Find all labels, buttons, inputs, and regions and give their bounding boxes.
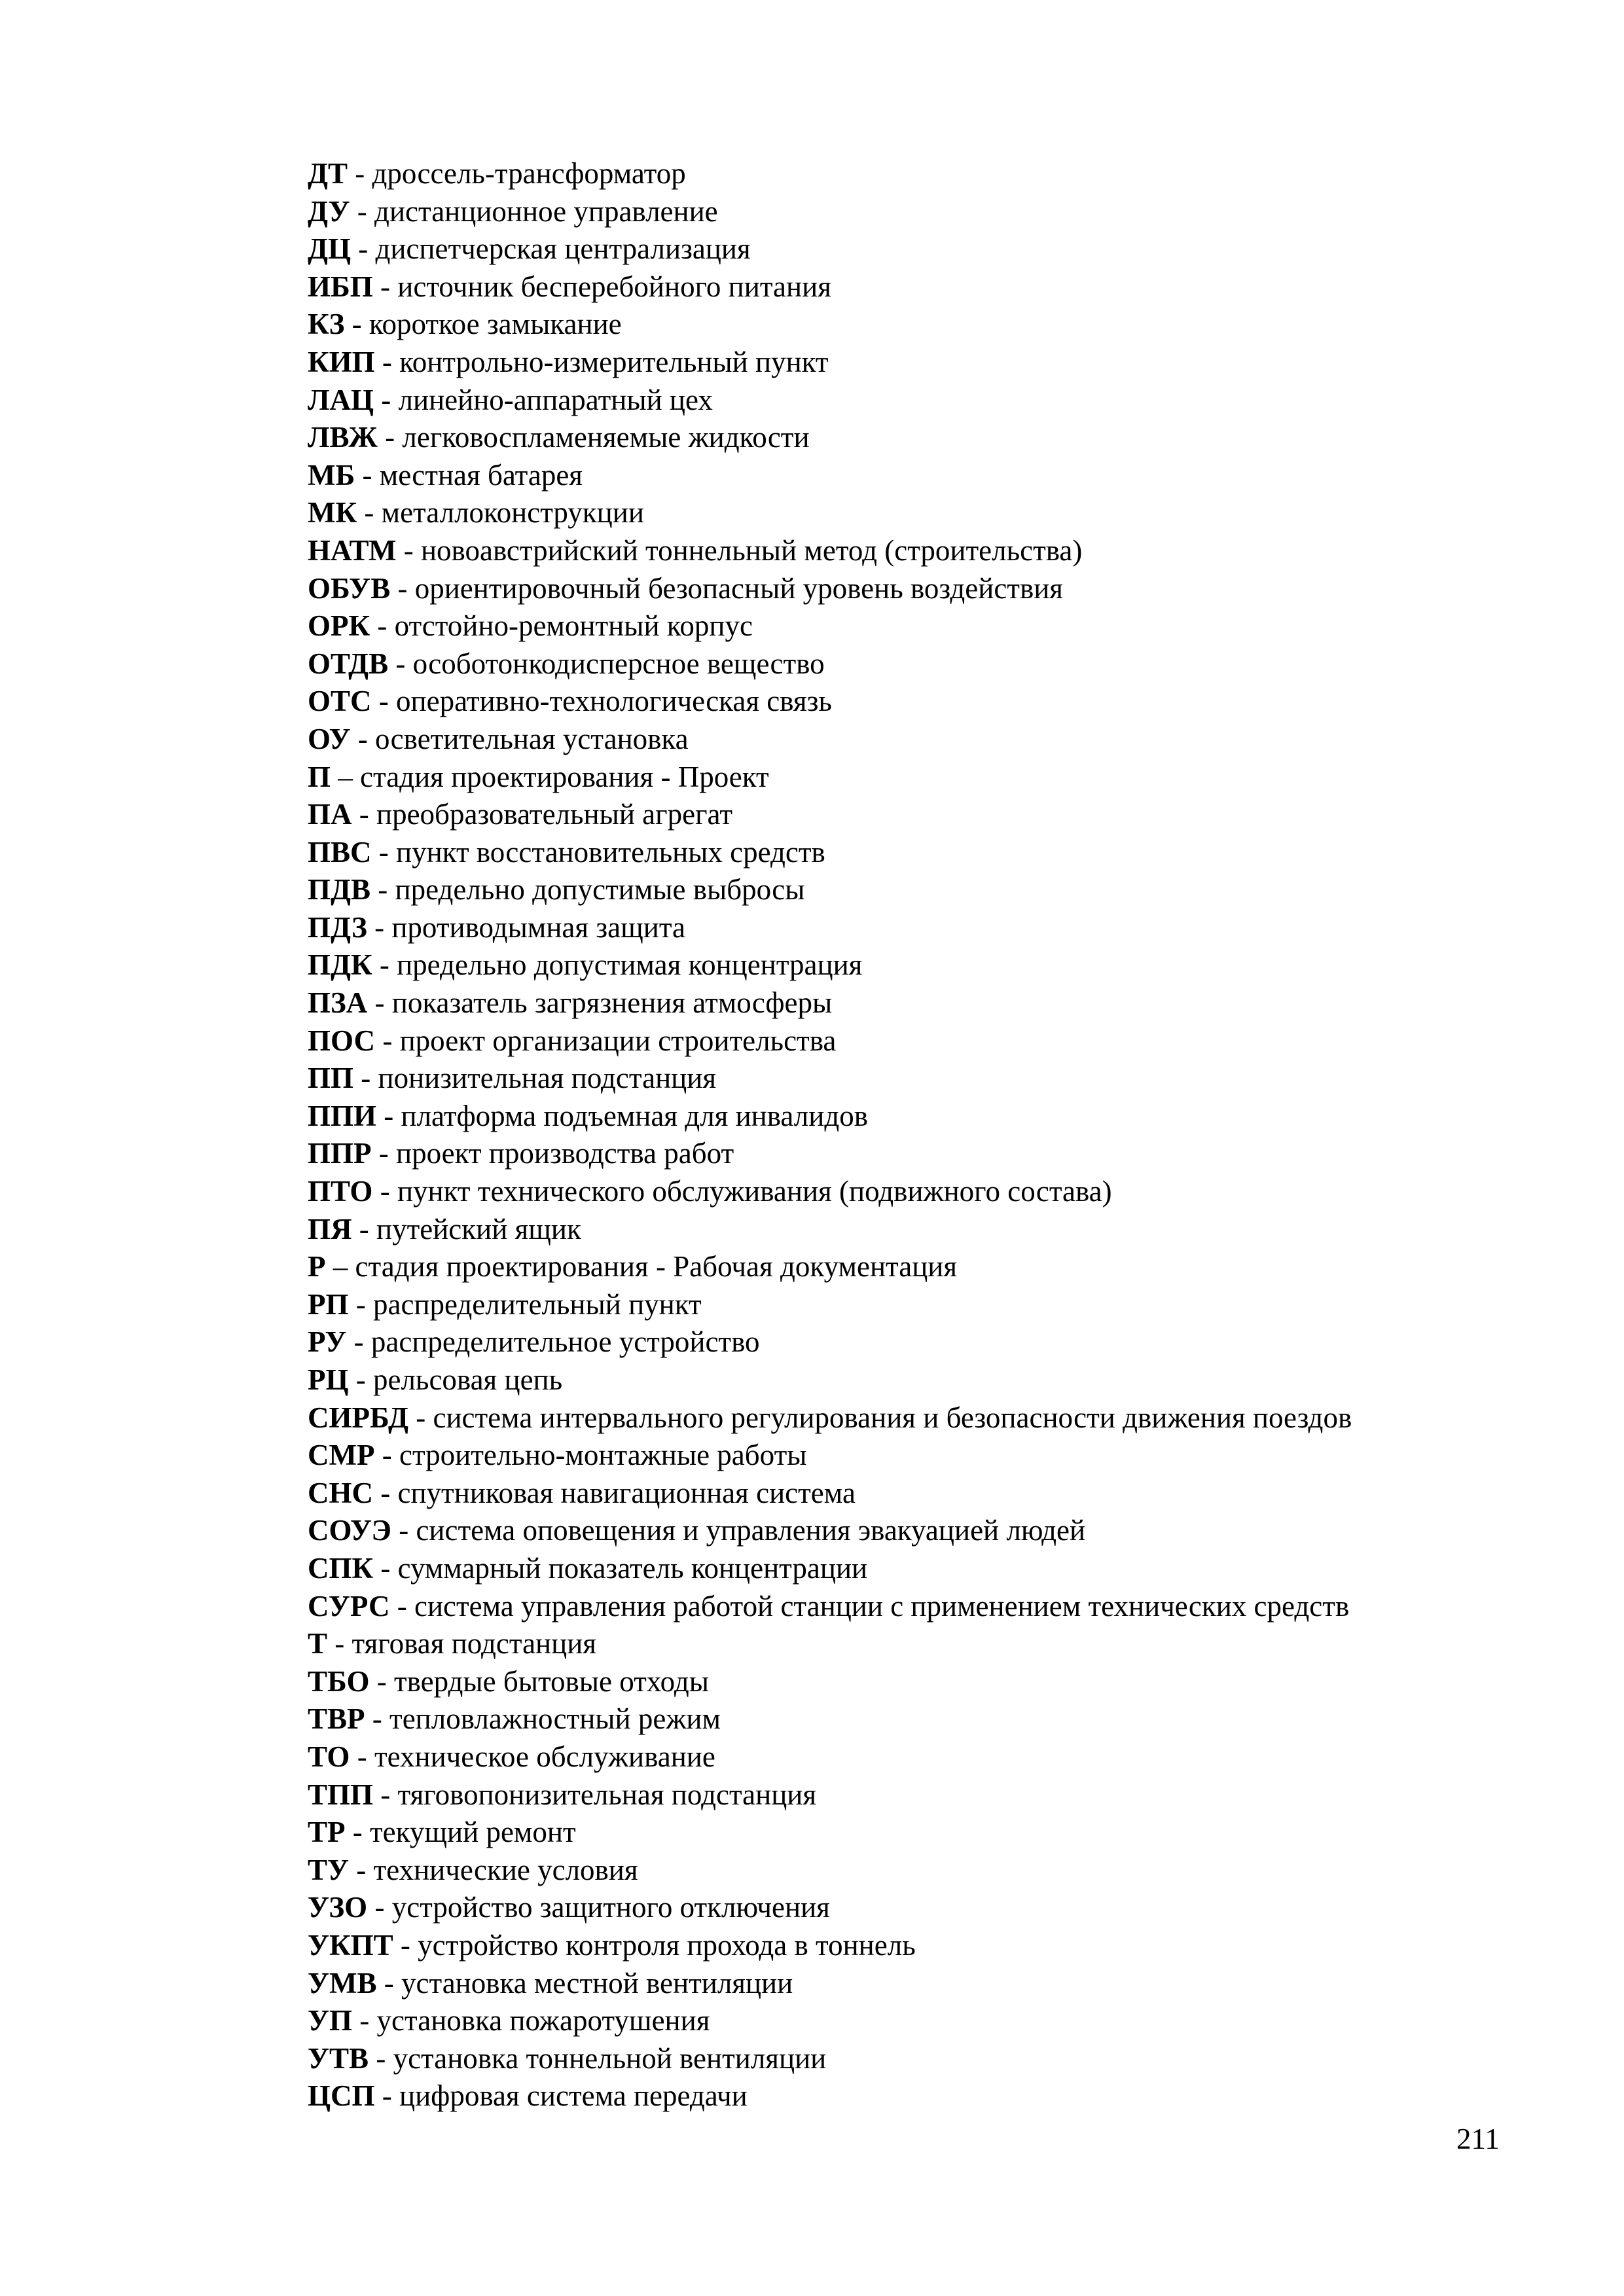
entry-separator: -	[365, 1702, 390, 1736]
entry-separator: -	[346, 1325, 371, 1359]
glossary-entry	[308, 1588, 1551, 1626]
glossary-entry	[308, 909, 1551, 947]
glossary-entry	[308, 834, 1551, 872]
entry-definition: предельно допустимая концентрация	[397, 948, 863, 982]
entry-definition: установка тоннельной вентиляции	[393, 2041, 827, 2075]
glossary-entry	[308, 1625, 1551, 1663]
glossary-entry	[308, 946, 1551, 984]
entry-definition: суммарный показатель концентрации	[397, 1551, 868, 1585]
glossary-entry	[308, 1286, 1551, 1324]
entry-separator: -	[353, 1062, 378, 1095]
glossary-entry	[308, 1965, 1551, 2003]
entry-definition: текущий ремонт	[370, 1816, 576, 1849]
entry-separator: -	[327, 1627, 352, 1660]
entry-separator: -	[355, 458, 380, 492]
entry-definition: дроссель-трансформатор	[372, 157, 686, 190]
glossary-entry	[308, 457, 1551, 495]
entry-abbreviation: ПЗА	[308, 986, 368, 1020]
glossary-entry	[308, 1663, 1551, 1701]
entry-abbreviation: ОУ	[308, 722, 351, 755]
entry-separator: -	[357, 496, 382, 529]
entry-definition: путейский ящик	[376, 1212, 581, 1246]
entry-separator: -	[393, 1928, 418, 1962]
entry-separator: -	[348, 1287, 373, 1321]
glossary-entry	[308, 1776, 1551, 1814]
entry-abbreviation: ППИ	[308, 1099, 377, 1132]
glossary-entry	[308, 419, 1551, 457]
entry-definition: диспетчерская централизация	[375, 232, 751, 266]
entry-abbreviation: СОУЭ	[308, 1514, 391, 1547]
entry-abbreviation: ПВС	[308, 835, 372, 869]
entry-abbreviation: ПДЗ	[308, 910, 367, 944]
entry-definition: тяговопонизительная подстанция	[397, 1778, 817, 1811]
entry-separator: -	[352, 1212, 376, 1246]
entry-abbreviation: СИРБД	[308, 1401, 408, 1434]
glossary-entry	[308, 607, 1551, 645]
glossary-entry	[308, 193, 1551, 231]
entry-separator: -	[349, 1853, 374, 1886]
entry-abbreviation: УМВ	[308, 1966, 377, 2000]
entry-definition: пункт восстановительных средств	[396, 835, 825, 869]
entry-abbreviation: ПДВ	[308, 873, 370, 906]
entry-separator: -	[371, 1137, 396, 1170]
entry-separator: -	[370, 873, 395, 906]
entry-separator: -	[372, 1175, 397, 1208]
glossary-entry	[308, 796, 1551, 834]
entry-separator: -	[374, 383, 399, 416]
entry-definition: твердые бытовые отходы	[393, 1664, 709, 1698]
entry-definition: ориентировочный безопасный уровень воздействия	[414, 571, 1064, 605]
glossary-entry	[308, 1135, 1551, 1173]
entry-definition: установка местной вентиляции	[401, 1966, 793, 2000]
entry-abbreviation: ТУ	[308, 1853, 350, 1886]
entry-separator: -	[369, 1664, 394, 1698]
glossary-entry	[308, 344, 1551, 382]
entry-abbreviation: ПЯ	[308, 1212, 352, 1246]
entry-separator: -	[367, 910, 392, 944]
entry-separator: -	[352, 2004, 377, 2037]
entry-abbreviation: ПП	[308, 1062, 354, 1095]
entry-separator: -	[348, 1363, 373, 1396]
entry-separator: -	[376, 1966, 402, 2000]
glossary-entry	[308, 494, 1551, 532]
entry-separator: –	[331, 760, 361, 793]
entry-separator: -	[350, 232, 376, 266]
entry-definition: короткое замыкание	[369, 308, 622, 341]
entry-definition: понизительная подстанция	[378, 1062, 717, 1095]
glossary-entry	[308, 984, 1551, 1022]
entry-definition: контрольно-измерительный пункт	[399, 345, 829, 378]
entry-definition: легковоспламеняемые жидкости	[402, 421, 810, 454]
entry-separator: -	[350, 722, 376, 755]
entry-abbreviation: МБ	[308, 458, 355, 492]
entry-definition: установка пожаротушения	[376, 2004, 710, 2037]
glossary-entry	[308, 871, 1551, 909]
glossary-entry	[308, 1211, 1551, 1249]
entry-abbreviation: ЛАЦ	[308, 383, 374, 416]
entry-abbreviation: Т	[308, 1627, 328, 1660]
entry-abbreviation: УТВ	[308, 2041, 369, 2075]
entry-abbreviation: ОБУВ	[308, 571, 391, 605]
glossary-entry	[308, 1022, 1551, 1060]
glossary-entry	[308, 155, 1551, 193]
glossary-entry	[308, 2002, 1551, 2040]
entry-definition: особотонкодисперсное вещество	[412, 647, 825, 680]
entry-abbreviation: РЦ	[308, 1363, 349, 1396]
entry-separator: -	[388, 647, 413, 680]
abbreviations-list	[308, 155, 1551, 2115]
entry-definition: осветительная установка	[375, 722, 689, 755]
entry-abbreviation: П	[308, 760, 331, 793]
entry-definition: устройство контроля прохода в тоннель	[418, 1928, 916, 1962]
entry-separator: -	[350, 194, 375, 228]
glossary-entry	[308, 1060, 1551, 1098]
glossary-entry	[308, 1437, 1551, 1475]
entry-definition: тяговая подстанция	[352, 1627, 596, 1660]
entry-abbreviation: УКПТ	[308, 1928, 393, 1962]
entry-abbreviation: РП	[308, 1287, 349, 1321]
entry-abbreviation: ИБП	[308, 270, 373, 303]
entry-definition: распределительный пункт	[373, 1287, 702, 1321]
entry-separator: -	[408, 1401, 433, 1434]
entry-definition: система интервального регулирования и безопасности движения поездов	[433, 1401, 1352, 1434]
entry-separator: -	[350, 1740, 374, 1773]
entry-abbreviation: СМР	[308, 1439, 375, 1472]
entry-definition: дистанционное управление	[374, 194, 718, 228]
glossary-entry	[308, 2077, 1551, 2115]
entry-abbreviation: СНС	[308, 1476, 373, 1509]
entry-definition: стадия проектирования - Проект	[360, 760, 769, 793]
entry-definition: устройство защитного отключения	[391, 1891, 830, 1924]
entry-separator: -	[391, 1514, 416, 1547]
entry-definition: система управления работой станции с применением технических средств	[414, 1589, 1350, 1623]
entry-definition: система оповещения и управления эвакуацией людей	[416, 1514, 1086, 1547]
glossary-entry	[308, 1475, 1551, 1513]
glossary-entry	[308, 1399, 1551, 1437]
glossary-entry	[308, 645, 1551, 683]
entry-separator: -	[344, 308, 369, 341]
entry-definition: рельсовая цепь	[373, 1363, 563, 1396]
glossary-entry	[308, 1173, 1551, 1211]
entry-separator: -	[396, 533, 421, 567]
glossary-entry	[308, 683, 1551, 721]
entry-separator: -	[371, 685, 397, 718]
entry-definition: новоавстрийский тоннельный метод (строительства)	[420, 533, 1083, 567]
entry-abbreviation: УП	[308, 2004, 353, 2037]
entry-separator: -	[373, 1778, 398, 1811]
glossary-entry	[308, 1361, 1551, 1399]
entry-separator: -	[367, 986, 392, 1020]
entry-definition: оперативно-технологическая связь	[396, 685, 832, 718]
glossary-entry	[308, 1889, 1551, 1927]
entry-separator: -	[390, 571, 415, 605]
entry-abbreviation: ТО	[308, 1740, 350, 1773]
entry-separator: -	[375, 1024, 400, 1057]
entry-abbreviation: РУ	[308, 1325, 347, 1359]
glossary-entry	[308, 306, 1551, 344]
entry-separator: -	[374, 1439, 399, 1472]
entry-definition: технические условия	[373, 1853, 638, 1886]
entry-definition: строительно-монтажные работы	[399, 1439, 807, 1472]
entry-abbreviation: ОРК	[308, 609, 370, 643]
entry-abbreviation: ПА	[308, 798, 352, 831]
glossary-entry	[308, 1738, 1551, 1776]
glossary-entry	[308, 230, 1551, 268]
entry-separator: -	[352, 798, 376, 831]
entry-definition: пункт технического обслуживания (подвижного состава)	[397, 1175, 1112, 1208]
entry-abbreviation: СПК	[308, 1551, 374, 1585]
entry-definition: распределительное устройство	[370, 1325, 760, 1359]
entry-definition: линейно-аппаратный цех	[398, 383, 713, 416]
glossary-entry	[308, 1852, 1551, 1890]
entry-abbreviation: ТПП	[308, 1778, 374, 1811]
page-number: 211	[1456, 2123, 1500, 2155]
entry-separator: -	[347, 157, 372, 190]
glossary-entry	[308, 2040, 1551, 2078]
entry-definition: тепловлажностный режим	[389, 1702, 721, 1736]
entry-separator: -	[374, 2079, 400, 2113]
entry-abbreviation: ТР	[308, 1816, 346, 1849]
entry-abbreviation: ДТ	[308, 157, 348, 190]
entry-abbreviation: ТБО	[308, 1664, 370, 1698]
entry-definition: предельно допустимые выбросы	[395, 873, 805, 906]
entry-definition: показатель загрязнения атмосферы	[391, 986, 833, 1020]
entry-definition: отстойно-ремонтный корпус	[394, 609, 753, 643]
entry-definition: металлоконструкции	[381, 496, 644, 529]
entry-abbreviation: Р	[308, 1250, 326, 1283]
entry-separator: -	[373, 1476, 398, 1509]
entry-abbreviation: КИП	[308, 345, 375, 378]
entry-definition: техническое обслуживание	[374, 1740, 715, 1773]
entry-abbreviation: ДУ	[308, 194, 350, 228]
entry-separator: -	[369, 2041, 393, 2075]
entry-abbreviation: КЗ	[308, 308, 345, 341]
entry-definition: платформа подъемная для инвалидов	[401, 1099, 868, 1132]
entry-abbreviation: ПДК	[308, 948, 372, 982]
glossary-entry	[308, 1098, 1551, 1136]
entry-separator: -	[377, 421, 403, 454]
glossary-entry	[308, 382, 1551, 420]
entry-definition: цифровая система передачи	[399, 2079, 748, 2113]
glossary-entry	[308, 759, 1551, 797]
entry-abbreviation: МК	[308, 496, 357, 529]
entry-definition: проект производства работ	[396, 1137, 734, 1170]
entry-separator: -	[376, 1099, 401, 1132]
entry-separator: -	[389, 1589, 414, 1623]
entry-separator: –	[325, 1250, 355, 1283]
entry-separator: -	[367, 1891, 392, 1924]
entry-definition: стадия проектирования - Рабочая документация	[355, 1250, 958, 1283]
glossary-entry	[308, 1248, 1551, 1286]
entry-abbreviation: ПТО	[308, 1175, 373, 1208]
entry-separator: -	[372, 948, 397, 982]
glossary-entry	[308, 721, 1551, 759]
entry-abbreviation: НАТМ	[308, 533, 397, 567]
entry-separator: -	[371, 835, 397, 869]
entry-abbreviation: ТВР	[308, 1702, 365, 1736]
glossary-entry	[308, 1927, 1551, 1965]
glossary-entry	[308, 1550, 1551, 1588]
entry-definition: спутниковая навигационная система	[397, 1476, 856, 1509]
entry-abbreviation: СУРС	[308, 1589, 390, 1623]
glossary-entry	[308, 1512, 1551, 1550]
entry-abbreviation: ОТДВ	[308, 647, 389, 680]
entry-separator: -	[373, 1551, 398, 1585]
entry-separator: -	[370, 609, 395, 643]
entry-definition: преобразовательный агрегат	[376, 798, 732, 831]
entry-separator: -	[345, 1816, 370, 1849]
entry-definition: проект организации строительства	[399, 1024, 837, 1057]
entry-definition: местная батарея	[379, 458, 583, 492]
glossary-entry	[308, 570, 1551, 608]
glossary-entry	[308, 532, 1551, 570]
entry-abbreviation: ЛВЖ	[308, 421, 378, 454]
entry-abbreviation: ОТС	[308, 685, 372, 718]
glossary-entry	[308, 1700, 1551, 1738]
entry-abbreviation: ППР	[308, 1137, 372, 1170]
entry-abbreviation: ДЦ	[308, 232, 351, 266]
entry-abbreviation: ЦСП	[308, 2079, 375, 2113]
entry-definition: источник бесперебойного питания	[397, 270, 831, 303]
entry-separator: -	[372, 270, 398, 303]
glossary-entry	[308, 1814, 1551, 1852]
entry-abbreviation: УЗО	[308, 1891, 368, 1924]
glossary-entry	[308, 268, 1551, 306]
entry-separator: -	[374, 345, 400, 378]
glossary-entry	[308, 1323, 1551, 1361]
entry-abbreviation: ПОС	[308, 1024, 376, 1057]
entry-definition: противодымная защита	[391, 910, 686, 944]
